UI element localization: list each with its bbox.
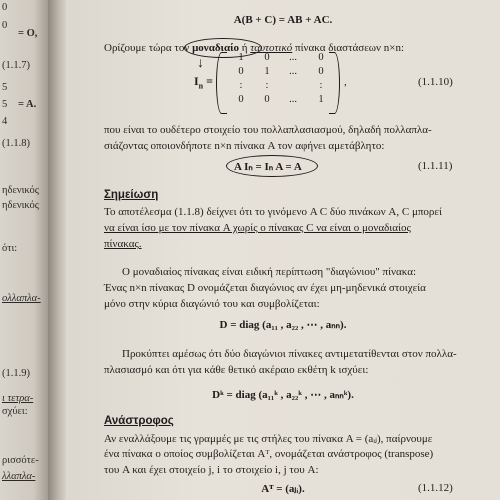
- left-page-equation-tail: = A.: [18, 99, 37, 110]
- matrix-cell: 1: [238, 52, 244, 63]
- underlined-term: ταυτοτικό: [250, 42, 293, 54]
- equation-number-1-1-10: (1.1.10): [418, 76, 453, 88]
- matrix-cell: 0: [264, 94, 270, 105]
- equation-number-1-1-11: (1.1.11): [418, 160, 453, 172]
- left-page-fragment: λλαπλα-: [2, 471, 36, 482]
- power-equation: Dᵏ = diag (a₁₁ᵏ , a₂₂ᵏ , ⋯ , aₙₙᵏ).: [212, 389, 354, 401]
- diag-line3: μόνο στην κύρια διαγώνιό του και συμβολίζεται:: [104, 298, 320, 310]
- left-page-fragment: ι τετρα-: [2, 393, 34, 404]
- pen-arrow-annotation: ↓: [197, 56, 204, 71]
- identity-matrix-label: $I_n$ =: [194, 74, 213, 91]
- matrix-cell: :: [319, 80, 323, 91]
- left-page-fragment: 0: [2, 20, 8, 31]
- left-page-fragment: 5: [2, 82, 8, 93]
- transpose-heading: Ανάστροφος: [104, 415, 174, 427]
- transpose-line1: Αν εναλλάξουμε τις γραμμές με τις στήλες του πίνακα A = (aᵢⱼ), παίρνουμε: [104, 433, 433, 445]
- distributive-equation: A(B + C) = AB + AC.: [233, 14, 333, 26]
- matrix-cell: 1: [264, 66, 270, 77]
- note-line3: πίνακας.: [104, 238, 142, 250]
- matrix-comma: ,: [344, 76, 347, 88]
- transpose-equation: Aᵀ = (aⱼᵢ).: [261, 483, 305, 495]
- left-page: [0, 0, 48, 500]
- left-page-fragment: ηδενικός: [2, 200, 39, 211]
- identity-equation: A Iₙ = Iₙ A = A: [234, 161, 302, 173]
- left-page-fragment: 0: [2, 2, 8, 13]
- left-page-fragment: ρισσότε-: [2, 455, 39, 466]
- note-line1: Το αποτέλεσμα (1.1.8) δείχνει ότι το γινόμενο A C δύο πινάκων A, C μπορεί: [104, 206, 442, 218]
- matrix-cell: 0: [318, 66, 324, 77]
- paragraph-neutral-line2: σιάζοντας οποιονδήποτε n×n πίνακα A τον αφήνει αμετάβλητο:: [104, 140, 385, 152]
- diag-equation: D = diag (a₁₁ , a₂₂ , ⋯ , aₙₙ).: [219, 319, 347, 331]
- power-line2: πλασιασμό και ότι για κάθε θετικό ακέραιο εκθέτη k ισχύει:: [104, 364, 369, 376]
- note-line2: να είναι ίσο με τον πίνακα A χωρίς ο πίνακας C να είναι ο μοναδιαίος: [104, 222, 411, 234]
- left-paren: [216, 52, 227, 114]
- identity-intro: Ορίζουμε τώρα τον μοναδιαίο ή ταυτοτικό πίνακα διαστάσεων n×n:: [104, 42, 405, 54]
- left-page-fragment: 5: [2, 99, 8, 110]
- book-gutter: [48, 0, 66, 500]
- left-page-fragment: (1.1.8): [2, 138, 30, 149]
- circled-term: μοναδιαίο: [192, 42, 240, 54]
- note-heading: Σημείωση: [104, 189, 159, 201]
- matrix-cell: 0: [264, 52, 270, 63]
- diag-line2: Ένας n×n πίνακας D ονομάζεται διαγώνιος αν έχει μη-μηδενικά στοιχεία: [104, 282, 426, 294]
- left-page-fragment: ότι:: [2, 243, 18, 254]
- transpose-line3: του A και έχει στοιχείο j, i το στοιχείο i, j του A:: [104, 464, 319, 476]
- identity-matrix: [218, 52, 338, 110]
- left-page-equation-tail: = O,: [18, 28, 38, 39]
- diag-line1: Ο μοναδιαίος πίνακας είναι ειδική περίπτωση "διαγώνιου" πίνακα:: [122, 266, 417, 278]
- matrix-cell: ...: [289, 94, 297, 105]
- left-page-fragment: (1.1.9): [2, 368, 30, 379]
- matrix-cell: 1: [318, 94, 324, 105]
- power-line1: Προκύπτει αμέσως ότι δύο διαγώνιοι πίνακες αντιμετατίθενται στον πολλα-: [122, 348, 457, 360]
- matrix-cell: :: [239, 80, 243, 91]
- left-page-fragment: (1.1.7): [2, 60, 30, 71]
- matrix-cell: 0: [238, 66, 244, 77]
- matrix-cell: ...: [289, 52, 297, 63]
- transpose-line2: ένα πίνακα ο οποίος συμβολίζεται Aᵀ, ονομάζεται ανάστροφος (transpose): [104, 448, 434, 460]
- paragraph-neutral-line1: που είναι το ουδέτερο στοιχείο του πολλαπλασιασμού, δηλαδή πολλαπλα-: [104, 124, 432, 136]
- matrix-cell: ...: [289, 66, 297, 77]
- left-page-fragment: ηδενικός: [2, 185, 39, 196]
- left-page-fragment: 4: [2, 116, 8, 127]
- equation-number-1-1-12: (1.1.12): [418, 482, 453, 494]
- matrix-cell: 0: [318, 52, 324, 63]
- matrix-cell: 0: [238, 94, 244, 105]
- matrix-cell: :: [265, 80, 269, 91]
- right-page: [66, 0, 500, 500]
- left-page-fragment: ολλαπλα-: [2, 293, 41, 304]
- pen-circle-equation: [226, 155, 318, 177]
- left-page-fragment: σχύει:: [2, 406, 28, 417]
